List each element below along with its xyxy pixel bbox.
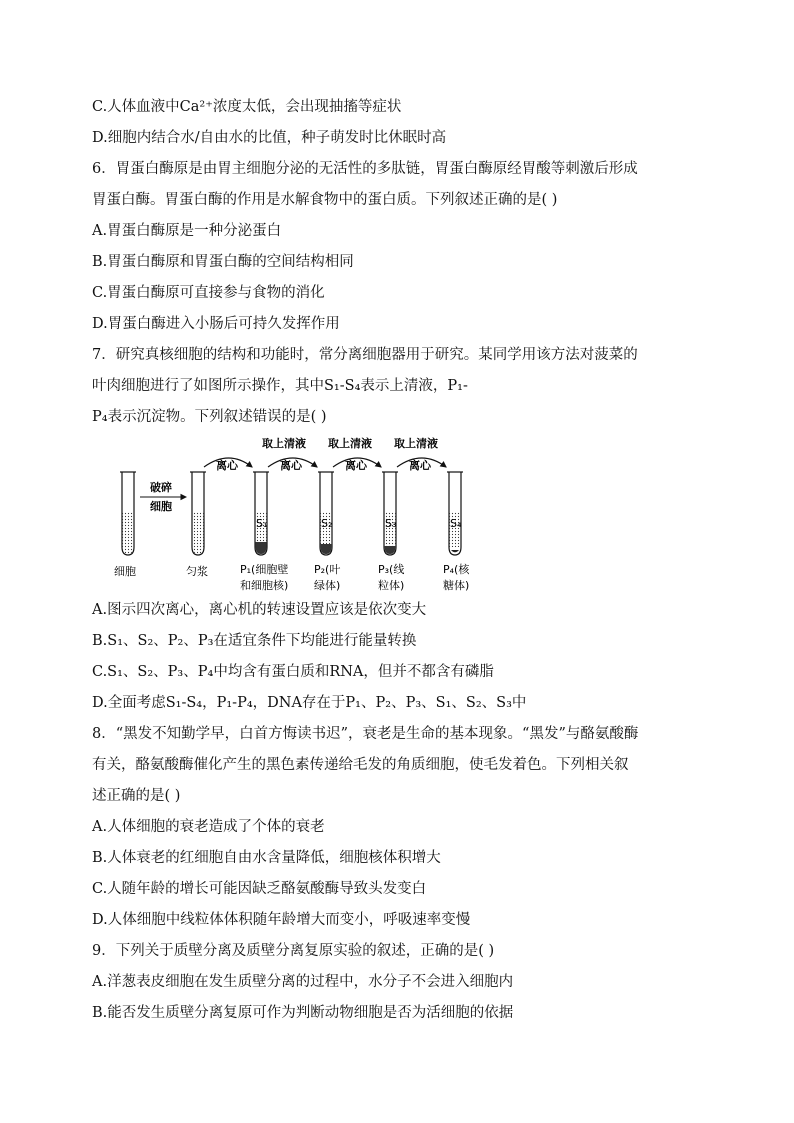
bottom-label-p2-a: P₂(叶	[314, 563, 341, 576]
q7-stem-line-1: 7．研究真核细胞的结构和功能时，常分离细胞器用于研究。某同学用该方法对菠菜的	[92, 347, 638, 363]
bottom-label-p4-b: 糖体)	[443, 579, 470, 592]
q8-option-a: A.人体细胞的衰老造成了个体的衰老	[92, 819, 325, 835]
q6-option-c: C.胃蛋白酶原可直接参与食物的消化	[92, 285, 325, 301]
bottom-label-homogenate: 匀浆	[186, 565, 208, 578]
break-label-1: 破碎	[150, 481, 172, 494]
q6-stem-line-2: 胃蛋白酶。胃蛋白酶的作用是水解食物中的蛋白质。下列叙述正确的是( )	[92, 192, 558, 208]
bottom-label-cell: 细胞	[114, 565, 136, 578]
q9-option-a: A.洋葱表皮细胞在发生质壁分离的过程中，水分子不会进入细胞内	[92, 974, 514, 990]
tube-p1	[253, 472, 269, 555]
bottom-label-p3-b: 粒体)	[378, 579, 405, 592]
document-page	[92, 92, 712, 1029]
bottom-label-p4-a: P₄(核	[443, 563, 470, 576]
tube-p2	[318, 472, 334, 555]
tube-homogenate	[190, 472, 206, 555]
bottom-label-p3-a: P₃(线	[378, 563, 405, 576]
q6-option-b: B.胃蛋白酶原和胃蛋白酶的空间结构相同	[92, 254, 354, 270]
tube-label-s1: S₁	[256, 517, 268, 530]
arrow-label-2: 离心	[280, 459, 302, 472]
break-label-2: 细胞	[150, 500, 172, 513]
centrifugation-figure	[112, 437, 532, 595]
arrow-label-1: 离心	[216, 459, 238, 472]
q8-stem-line-2: 有关，酪氨酸酶催化产生的黑色素传递给毛发的角质细胞，使毛发着色。下列相关叙	[92, 757, 629, 773]
bottom-label-p2-b: 绿体)	[314, 579, 341, 592]
q7-option-a: A.图示四次离心，离心机的转速设置应该是依次变大	[92, 602, 427, 618]
q7-option-b: B.S₁、S₂、P₂、P₃在适宜条件下均能进行能量转换	[92, 633, 417, 649]
q6-option-d: D.胃蛋白酶进入小肠后可持久发挥作用	[92, 316, 340, 332]
bottom-label-p1-a: P₁(细胞壁	[240, 563, 289, 576]
q7-stem-line-3: P₄表示沉淀物。下列叙述错误的是( )	[92, 409, 327, 425]
q7-stem-line-2: 叶肉细胞进行了如图所示操作，其中S₁-S₄表示上清液，P₁-	[92, 378, 468, 394]
tube-p4	[447, 472, 463, 555]
q8-option-c: C.人随年龄的增长可能因缺乏酪氨酸酶导致头发变白	[92, 881, 427, 897]
centrifugation-diagram	[112, 437, 532, 595]
tube-label-s3: S₃	[385, 517, 397, 530]
q6-stem-line-1: 6．胃蛋白酶原是由胃主细胞分泌的无活性的多肽链，胃蛋白酶原经胃酸等刺激后形成	[92, 161, 638, 177]
bottom-label-p1-b: 和细胞核)	[240, 579, 289, 592]
q7-option-c: C.S₁、S₂、P₃、P₄中均含有蛋白质和RNA，但并不都含有磷脂	[92, 664, 494, 680]
q6-option-a: A.胃蛋白酶原是一种分泌蛋白	[92, 223, 282, 239]
q8-stem-line-3: 述正确的是( )	[92, 788, 181, 804]
tube-label-s4: S₄	[450, 517, 462, 530]
q8-option-d: D.人体细胞中线粒体体积随年龄增大而变小，呼吸速率变慢	[92, 912, 471, 928]
q8-stem-line-1: 8．“黑发不知勤学早，白首方悔读书迟”，衰老是生命的基本现象。“黑发”与酪氨酸酶	[92, 726, 639, 742]
q5-option-c: C.人体血液中Ca²⁺浓度太低，会出现抽搐等症状	[92, 99, 402, 115]
tube-cell	[120, 472, 136, 555]
tube-p3	[382, 472, 398, 555]
q9-option-b: B.能否发生质壁分离复原可作为判断动物细胞是否为活细胞的依据	[92, 1005, 514, 1021]
arrow-label-4: 离心	[409, 459, 431, 472]
top-label-1: 取上清液	[262, 437, 306, 450]
q5-option-d: D.细胞内结合水/自由水的比值，种子萌发时比休眠时高	[92, 130, 447, 146]
arrow-label-3: 离心	[345, 459, 367, 472]
q7-option-d: D.全面考虑S₁-S₄，P₁-P₄，DNA存在于P₁、P₂、P₃、S₁、S₂、S₃中	[92, 695, 527, 711]
top-label-2: 取上清液	[328, 437, 372, 450]
tube-label-s2: S₂	[321, 517, 333, 530]
q9-stem: 9．下列关于质壁分离及质壁分离复原实验的叙述，正确的是( )	[92, 943, 495, 959]
top-label-3: 取上清液	[394, 437, 438, 450]
q8-option-b: B.人体衰老的红细胞自由水含量降低，细胞核体积增大	[92, 850, 441, 866]
